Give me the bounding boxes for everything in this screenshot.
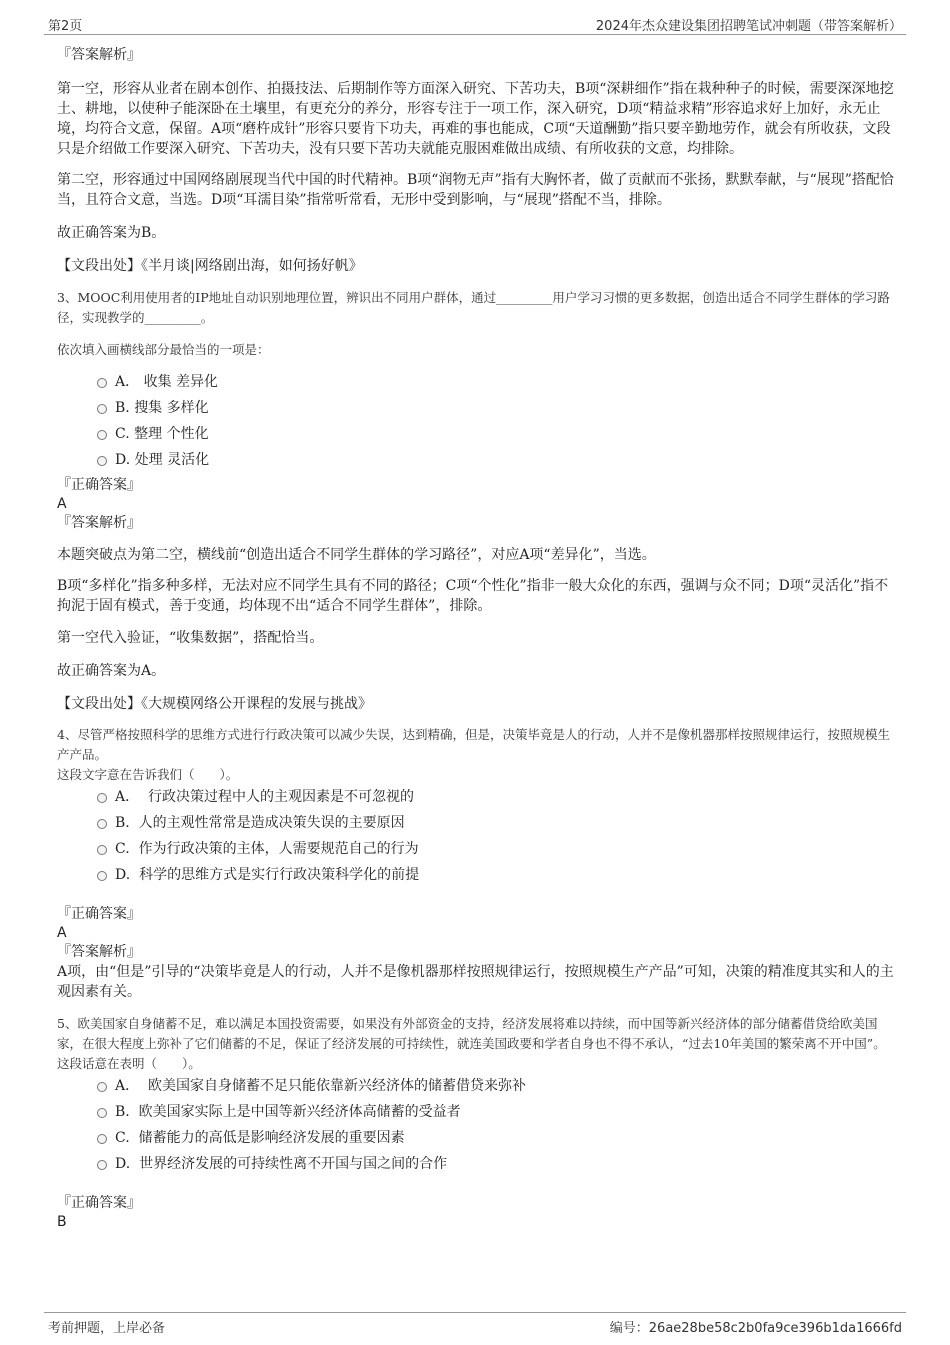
option-text: 处理 灵活化 <box>134 452 210 468</box>
option-key: A． <box>115 374 140 390</box>
radio-icon[interactable] <box>97 1134 107 1144</box>
radio-icon[interactable] <box>97 793 107 803</box>
q3-source: 【文段出处】《大规模网络公开课程的发展与挑战》 <box>57 696 372 712</box>
option-text: 搜集 多样化 <box>134 400 209 416</box>
option-key: C. <box>115 1130 130 1146</box>
q3-option-b[interactable] <box>57 398 897 424</box>
q3-option-d[interactable] <box>57 450 897 476</box>
q4-stem: 4、尽管严格按照科学的思维方式进行行政决策可以减少失误，达到精确，但是，决策毕竟是人的行动，人并不是像机器那样按照规律运行，按照规模生产产品。 <box>57 727 890 762</box>
q3-analysis-p4: 故正确答案为A。 <box>57 663 166 679</box>
option-key: B. <box>115 400 130 416</box>
q2-analysis-label: 『答案解析』 <box>57 47 141 63</box>
q5-stem: 5、欧美国家自身储蓄不足，难以满足本国投资需要，如果没有外部资金的支持，经济发展将难以持续，而中国等新兴经济体的部分储蓄借贷给欧美国家，在很大程度上弥补了它们储蓄的不足，保证了经济发展的可持续性，就连美国政要和学者自身也不得不承认，“过去10年美国的繁荣离不开中国”。 <box>57 1016 886 1051</box>
document-title: 2024年杰众建设集团招聘笔试冲刺题（带答案解析） <box>595 19 902 34</box>
q2-analysis-p2: 第二空，形容通过中国网络剧展现当代中国的时代精神。B项“润物无声”指有大胸怀者，做了贡献而不张扬，默默奉献，与“展现”搭配恰当，且符合文意，当选。D项“耳濡目染”指常听常看，无形中受到影响，与“展现”搭配不当，排除。 <box>57 172 894 208</box>
option-text: 储蓄能力的高低是影响经济发展的重要因素 <box>138 1130 405 1146</box>
page-number: 第2页 <box>48 19 83 34</box>
option-key: D. <box>115 452 131 468</box>
option-text: 世界经济发展的可持续性离不开国与国之间的合作 <box>139 1156 448 1172</box>
q4-analysis: A项，由“但是”引导的“决策毕竟是人的行动，人并不是像机器那样按照规律运行，按照规模生产产品”可知，决策的精准度其实和人的主观因素有关。 <box>57 964 894 1000</box>
document-code: 编号：26ae28be58c2b0fa9ce396b1da1666fd <box>609 1321 902 1336</box>
q4-option-b[interactable] <box>57 813 897 839</box>
q3-stem: 3、MOOC利用使用者的IP地址自动识别地理位置，辨识出不同用户群体，通过_________用户学习习惯的更多数据，创造出适合不同学生群体的学习路径，实现教学的_________。 <box>57 290 890 325</box>
radio-icon[interactable] <box>97 378 107 388</box>
option-key: B. <box>115 1104 130 1120</box>
option-key: D. <box>115 1156 131 1172</box>
q5-correct-label: 『正确答案』 <box>57 1195 141 1211</box>
q3-analysis-p3: 第一空代入验证，“收集数据”，搭配恰当。 <box>57 630 324 646</box>
radio-icon[interactable] <box>97 1160 107 1170</box>
q4-option-a[interactable] <box>57 787 897 813</box>
footer-slogan: 考前押题，上岸必备 <box>48 1321 166 1336</box>
q4-prompt: 这段文字意在告诉我们（ ）。 <box>57 767 239 782</box>
radio-icon[interactable] <box>97 845 107 855</box>
q4-option-c[interactable] <box>57 839 897 865</box>
q4-option-d[interactable] <box>57 865 897 891</box>
q4-correct-label: 『正确答案』 <box>57 906 141 922</box>
option-text: 收集 差异化 <box>143 374 219 390</box>
radio-icon[interactable] <box>97 456 107 466</box>
q2-analysis-p1: 第一空，形容从业者在剧本创作、拍摄技法、后期制作等方面深入研究、下苦功夫，B项“深耕细作”指在栽种种子的时候，需要深深地挖土、耕地，以使种子能深卧在土壤里，有更充分的养分，形容专注于一项工作，深入研究，D项“精益求精”形容追求好上加好，永无止境，均符合文意，保留。A项“磨杵成针”形容只要肯下功夫，再难的事也能成，C项“天道酬勤”指只要辛勤地劳作，就会有所收获，文段只是介绍做工作要深入研究、下苦功夫，没有只要下苦功夫就能克服困难做出成绩、有所收获的文意，均排除。 <box>57 81 894 157</box>
q3-option-c[interactable] <box>57 424 897 450</box>
option-text: 整理 个性化 <box>134 426 209 442</box>
radio-icon[interactable] <box>97 1108 107 1118</box>
option-text: 欧美国家自身储蓄不足只能依靠新兴经济体的储蓄借贷来弥补 <box>148 1078 527 1094</box>
q5-option-a[interactable] <box>57 1076 897 1102</box>
q3-analysis-p2: B项“多样化”指多种多样，无法对应不同学生具有不同的路径；C项“个性化”指非一般大众化的东西，强调与众不同；D项“灵活化”指不拘泥于固有模式，善于变通，均体现不出“适合不同学生群体”，排除。 <box>57 578 889 614</box>
q5-correct-answer: B <box>57 1214 67 1230</box>
q4-options <box>57 787 897 891</box>
radio-icon[interactable] <box>97 430 107 440</box>
q3-option-a[interactable] <box>57 372 897 398</box>
q3-correct-label: 『正确答案』 <box>57 477 141 493</box>
option-key: C. <box>115 426 130 442</box>
option-key: D. <box>115 867 131 883</box>
q5-option-d[interactable] <box>57 1154 897 1180</box>
radio-icon[interactable] <box>97 871 107 881</box>
q3-correct-answer: A <box>57 496 67 512</box>
page-header <box>44 14 906 35</box>
option-text: 人的主观性常常是造成决策失误的主要原因 <box>138 815 405 831</box>
radio-icon[interactable] <box>97 404 107 414</box>
option-text: 行政决策过程中人的主观因素是不可忽视的 <box>148 789 415 805</box>
q5-options <box>57 1076 897 1180</box>
q4-correct-answer: A <box>57 925 67 941</box>
option-key: A． <box>115 789 140 805</box>
q2-source: 【文段出处】《半月谈|网络剧出海，如何扬好帆》 <box>57 258 363 274</box>
option-text: 作为行政决策的主体，人需要规范自己的行为 <box>138 841 419 857</box>
option-key: B. <box>115 815 130 831</box>
q5-option-c[interactable] <box>57 1128 897 1154</box>
q3-prompt: 依次填入画横线部分最恰当的一项是： <box>57 342 270 357</box>
q2-answer-line: 故正确答案为B。 <box>57 225 166 241</box>
q3-analysis-label: 『答案解析』 <box>57 515 141 531</box>
option-text: 欧美国家实际上是中国等新兴经济体高储蓄的受益者 <box>138 1104 461 1120</box>
option-key: A． <box>115 1078 140 1094</box>
option-text: 科学的思维方式是实行行政决策科学化的前提 <box>139 867 420 883</box>
q5-prompt: 这段话意在表明（ ）。 <box>57 1056 201 1071</box>
radio-icon[interactable] <box>97 819 107 829</box>
option-key: C. <box>115 841 130 857</box>
page-footer <box>44 1312 906 1337</box>
radio-icon[interactable] <box>97 1082 107 1092</box>
page-content <box>57 46 897 1232</box>
q3-options <box>57 372 897 476</box>
q4-analysis-label: 『答案解析』 <box>57 944 141 960</box>
q5-option-b[interactable] <box>57 1102 897 1128</box>
q3-analysis-p1: 本题突破点为第二空，横线前“创造出适合不同学生群体的学习路径”，对应A项“差异化”，当选。 <box>57 547 656 563</box>
